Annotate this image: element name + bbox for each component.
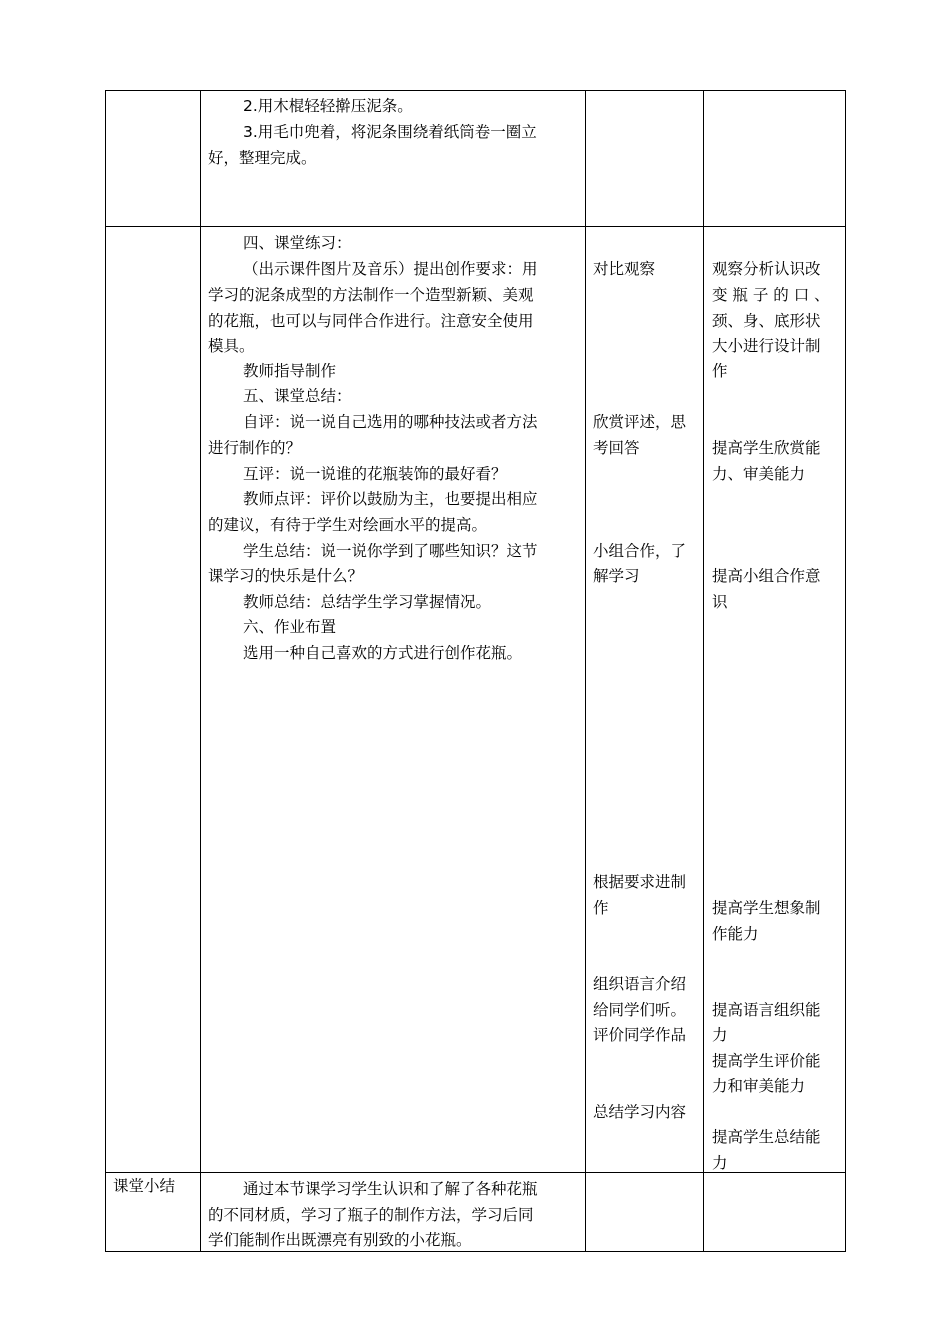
student-activity-line: 组织语言介绍 — [593, 975, 687, 993]
design-intent-line: 提高学生欣赏能 — [712, 439, 821, 457]
column-divider-2 — [585, 90, 586, 1252]
student-activity-line: 作 — [593, 899, 609, 917]
summary-content-line: 的不同材质，学习了瓶子的制作方法，学习后同 — [208, 1206, 534, 1224]
row-label-summary: 课堂小结 — [113, 1177, 176, 1195]
content-line: 进行制作的？ — [208, 439, 302, 457]
content-line: 教师点评：评价以鼓励为主，也要提出相应 — [243, 490, 538, 508]
student-activity-line: 对比观察 — [593, 260, 656, 278]
section-homework-heading: 六、作业布置 — [243, 618, 337, 636]
content-line: 学生总结：说一说你学到了哪些知识？这节 — [243, 542, 538, 560]
design-intent-line: 大小进行设计制 — [712, 337, 821, 355]
row-divider-2 — [105, 1172, 846, 1173]
student-activity-line: 考回答 — [593, 439, 640, 457]
content-line: 教师指导制作 — [243, 362, 337, 380]
table-border-top — [105, 90, 846, 91]
content-line: 学习的泥条成型的方法制作一个造型新颖、美观 — [208, 286, 534, 304]
content-line: 选用一种自己喜欢的方式进行创作花瓶。 — [243, 644, 523, 662]
design-intent-line: 力 — [712, 1154, 728, 1172]
design-intent-line: 提高学生想象制 — [712, 899, 821, 917]
summary-content-line: 学们能制作出既漂亮有别致的小花瓶。 — [208, 1231, 472, 1249]
design-intent-line: 力、审美能力 — [712, 465, 806, 483]
design-intent-line: 变 瓶 子 的 口 、 — [712, 286, 830, 304]
content-line: （出示课件图片及音乐）提出创作要求：用 — [243, 260, 538, 278]
step-3-text: 3.用毛巾兜着，将泥条围绕着纸筒卷一圈立 — [243, 123, 537, 141]
content-line: 教师总结：总结学生学习掌握情况。 — [243, 593, 492, 611]
table-border-left — [105, 90, 106, 1252]
design-intent-line: 作 — [712, 362, 728, 380]
design-intent-line: 观察分析认识改 — [712, 260, 821, 278]
design-intent-line: 力 — [712, 1026, 728, 1044]
design-intent-line: 力和审美能力 — [712, 1077, 806, 1095]
design-intent-line: 提高学生总结能 — [712, 1128, 821, 1146]
content-line: 课学习的快乐是什么？ — [208, 567, 364, 585]
content-line: 互评：说一说谁的花瓶装饰的最好看？ — [243, 465, 507, 483]
student-activity-line: 给同学们听。 — [593, 1001, 687, 1019]
design-intent-line: 提高语言组织能 — [712, 1001, 821, 1019]
step-3-text-cont: 好，整理完成。 — [208, 149, 317, 167]
content-line: 的建议，有待于学生对绘画水平的提高。 — [208, 516, 488, 534]
student-activity-line: 根据要求进制 — [593, 873, 687, 891]
student-activity-line: 总结学习内容 — [593, 1103, 687, 1121]
student-activity-line: 评价同学作品 — [593, 1026, 687, 1044]
student-activity-line: 欣赏评述，思 — [593, 413, 687, 431]
design-intent-line: 提高学生评价能 — [712, 1052, 821, 1070]
content-line: 自评：说一说自己选用的哪种技法或者方法 — [243, 413, 538, 431]
step-2-text: 2.用木棍轻轻擀压泥条。 — [243, 97, 413, 115]
section-summary-heading: 五、课堂总结： — [243, 387, 352, 405]
design-intent-line: 识 — [712, 593, 728, 611]
student-activity-line: 解学习 — [593, 567, 640, 585]
column-divider-1 — [200, 90, 201, 1252]
row-divider-1 — [105, 226, 846, 227]
content-line: 模具。 — [208, 337, 255, 355]
column-divider-3 — [703, 90, 704, 1252]
summary-content-line: 通过本节课学习学生认识和了解了各种花瓶 — [243, 1180, 538, 1198]
design-intent-line: 颈、身、底形状 — [712, 312, 821, 330]
table-border-right — [845, 90, 846, 1252]
content-line: 的花瓶，也可以与同伴合作进行。注意安全使用 — [208, 312, 534, 330]
student-activity-line: 小组合作，了 — [593, 542, 687, 560]
design-intent-line: 提高小组合作意 — [712, 567, 821, 585]
section-practice-heading: 四、课堂练习： — [243, 234, 352, 252]
design-intent-line: 作能力 — [712, 925, 759, 943]
